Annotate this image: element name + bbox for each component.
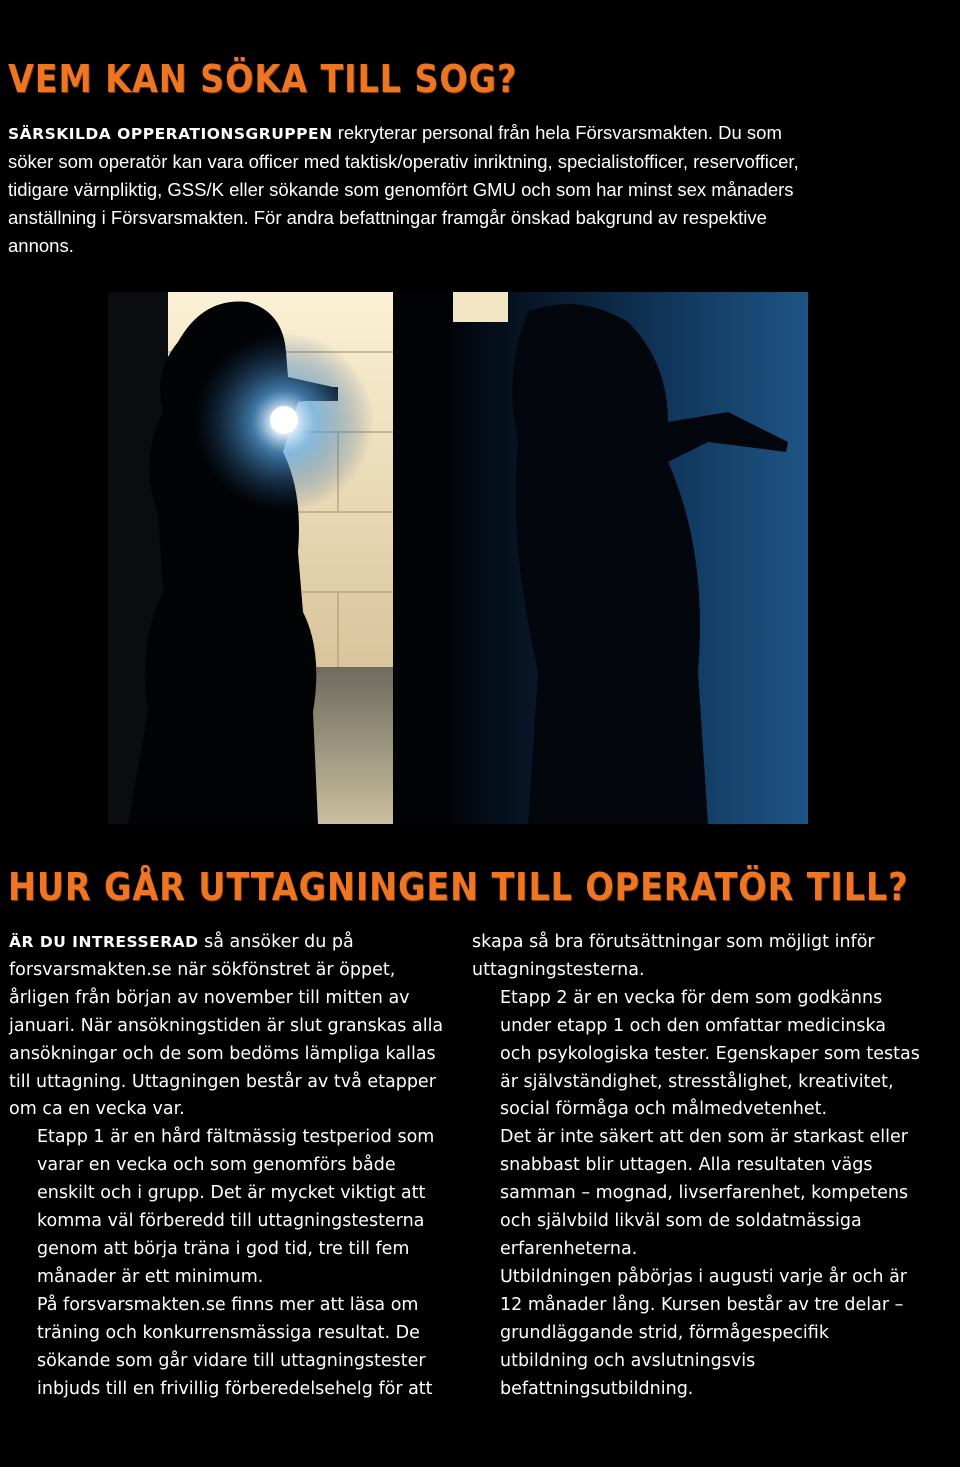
paragraph (9, 929, 449, 1124)
operator-photo (108, 292, 808, 824)
intro-paragraph (8, 119, 808, 260)
paragraph-lead: ÄR DU INTRESSERAD (9, 933, 199, 951)
paragraph-text: så ansöker du på forsvarsmakten.se när sökfönstret är öppet, årligen från början av november till mitten av januari. När ansökningstiden är slut granskas alla ansökningar och de som bedöms lämpliga kallas till uttagning. Uttagningen består av två etapper om ca en vecka var. (9, 932, 444, 1120)
section-heading-selection-process: HUR GÅR UTTAGNINGEN TILL OPERATÖR TILL? (8, 865, 909, 909)
paragraph: Etapp 2 är en vecka för dem som godkänns under etapp 1 och den omfattar medicinska och psykologiska tester. Egenskaper som testas är självständighet, stresstålighet, kreativitet, social förmåga och målmedvetenhet. (500, 987, 920, 1120)
paragraph: Etapp 1 är en hård fältmässig testperiod som varar en vecka och som genomförs både enskilt och i grupp. Det är mycket viktigt att komma väl förberedd till uttagningstesterna genom att börja träna i god tid, tre till fem månader är ett minimum. (37, 1127, 435, 1287)
intro-text: rekryterar personal från hela Försvarsmakten. Du som söker som operatör kan vara officer med taktisk/operativ inriktning, specialistofficer, reservofficer, tidigare värnpliktig, GSS/K eller sökande som genomfört GMU och som har minst sex månaders anställning i Försvarsmakten. För andra befattningar framgår önskad bakgrund av respektive annons. (8, 122, 799, 256)
intro-lead: SÄRSKILDA OPPERATIONSGRUPPEN (8, 125, 333, 143)
photo-illustration (108, 292, 808, 824)
paragraph: Det är inte säkert att den som är starkast eller snabbast blir uttagen. Alla resultaten vägs samman – mognad, livserfarenhet, kompetens och självbild likväl som de soldatmässiga erfarenheterna. (500, 1127, 909, 1259)
paragraph: På forsvarsmakten.se finns mer att läsa om träning och konkurrensmässiga resultat. De sökande som går vidare till uttagningstester inbjuds till en frivillig förberedelsehelg för att (37, 1294, 433, 1399)
text-column-left (9, 929, 449, 1403)
paragraph: skapa så bra förutsättningar som möjligt inför uttagningstesterna. (472, 932, 875, 980)
text-column-right (472, 929, 922, 1403)
paragraph: Utbildningen påbörjas i augusti varje år och är 12 månader lång. Kursen består av tre delar – grundläggande strid, förmågespecifik utbildning och avslutningsvis befattningsutbildning. (500, 1266, 907, 1399)
section-heading-who-can-apply: VEM KAN SÖKA TILL SOG? (8, 57, 518, 101)
